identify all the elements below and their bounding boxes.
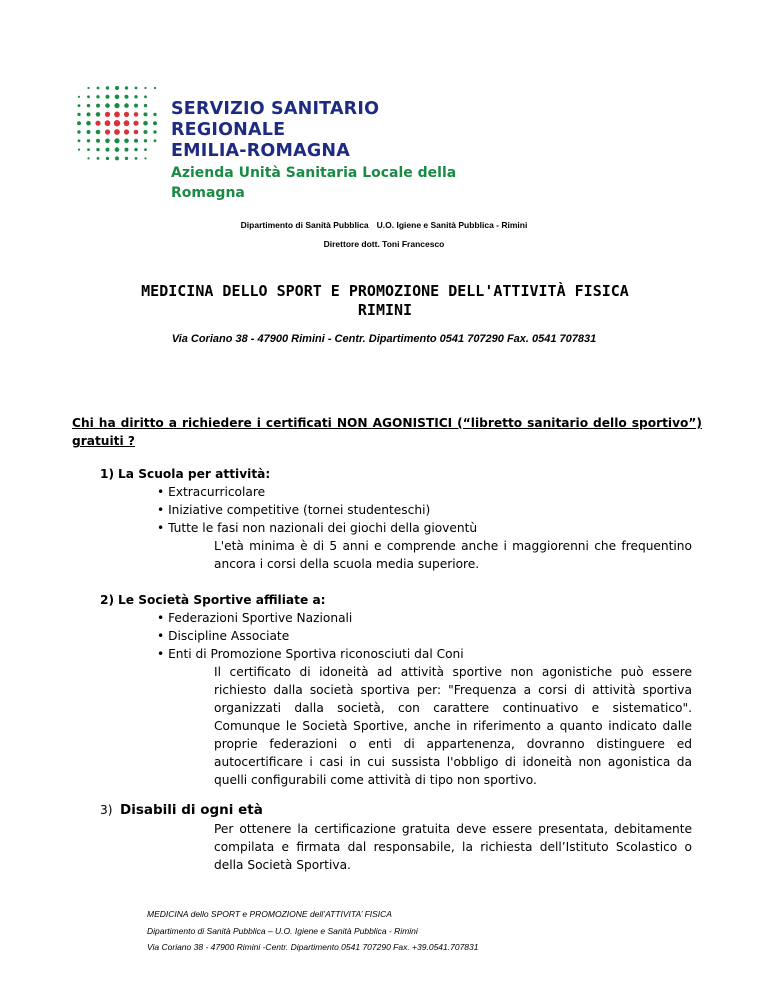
logo-dot [143, 121, 148, 126]
logo-dot [135, 157, 138, 160]
logo-dot [87, 112, 91, 116]
logo-dot [115, 86, 119, 90]
logo-dot [87, 139, 90, 142]
logo-dot [97, 157, 100, 160]
bullet-item: • Iniziative competitive (tornei studenteschi) [157, 503, 431, 517]
logo-dot [114, 138, 119, 143]
logo-dot [106, 86, 109, 89]
logo-dot [135, 87, 138, 90]
section-2-bullets [157, 609, 464, 663]
logo-dot [154, 87, 156, 89]
section-3-heading: Disabili di ogni età [120, 802, 263, 818]
logo-dot [106, 157, 109, 160]
logo-dot [144, 87, 146, 89]
bullet-item: • Discipline Associate [157, 629, 290, 643]
bullet-item: • Enti di Promozione Sportiva riconosciuti dal Coni [157, 647, 464, 661]
logo-dot [87, 95, 90, 98]
logo-dot [87, 130, 91, 134]
logo-dot [125, 95, 129, 99]
question-heading: Chi ha diritto a richiedere i certificati NON AGONISTICI (“libretto sanitario dello sportivo”) gratuiti ? [72, 416, 702, 448]
logo-dot [106, 148, 110, 152]
bullet-item: • Tutte le fasi non nazionali dei giochi della gioventù [157, 521, 478, 535]
logo-dot [124, 139, 129, 144]
logo-dot [96, 95, 99, 98]
logo-dot [144, 139, 147, 142]
logo-dot [144, 95, 147, 98]
section-3-title [100, 801, 263, 819]
footer-line2: Dipartimento di Sanità Pubblica – U.O. Igiene e Sanità Pubblica - Rimini [147, 925, 418, 936]
bullet-item: • Federazioni Sportive Nazionali [157, 611, 353, 625]
logo-dot [124, 120, 130, 126]
logo-line1: SERVIZIO SANITARIO REGIONALE [171, 99, 380, 140]
logo-dot [124, 129, 129, 134]
logo-dot [144, 104, 147, 107]
logo-dot [134, 139, 138, 143]
logo-dot [105, 120, 111, 126]
logo-dot [115, 147, 120, 152]
logo-dot [87, 104, 90, 107]
department-line [0, 220, 768, 230]
logo-dot [134, 104, 138, 108]
logo-dot [77, 130, 80, 133]
logo-dot [125, 157, 128, 160]
section-1-title [100, 465, 270, 483]
logo-dot [87, 87, 89, 89]
logo-dot [105, 139, 110, 144]
logo-dot [125, 148, 129, 152]
section-2-title [100, 591, 326, 609]
section-3-number: 3) [100, 803, 113, 817]
logo-dot [153, 130, 156, 133]
logo-text [171, 99, 484, 203]
section-3-text: Per ottenere la certificazione gratuita deve essere presentata, debitamente compilata e firmata dal responsabile, la richiesta dell’Istituto Scolastico o della Società Sportiva. [214, 822, 692, 872]
logo-dot [95, 121, 100, 126]
logo-dot [78, 139, 81, 142]
footer-line1: MEDICINA dello SPORT e PROMOZIONE dell’ATTIVITA’ FISICA [147, 909, 392, 919]
logo-dot [114, 120, 120, 126]
logo-dot [153, 113, 156, 116]
title-line1: MEDICINA DELLO SPORT E PROMOZIONE DELL'ATTIVITÀ FISICA [141, 282, 629, 300]
logo-dot [144, 157, 146, 159]
page-title [60, 282, 710, 320]
department-name: Dipartimento di Sanità Pubblica [240, 220, 369, 230]
logo-dot [124, 103, 129, 108]
logo-dot [144, 112, 148, 116]
logo-dot [134, 95, 137, 98]
logo-dot [105, 129, 110, 134]
section-2-heading: Le Società Sportive affiliate a: [118, 593, 326, 607]
logo-dot [144, 130, 148, 134]
logo-dot [96, 112, 101, 117]
logo-line2: EMILIA-ROMAGNA [171, 141, 351, 161]
logo-dot [114, 129, 120, 135]
logo-dot [87, 157, 89, 159]
logo-line3: Azienda Unità Sanitaria Locale della Romagna [171, 165, 457, 201]
unit-name: U.O. Igiene e Sanità Pubblica - Rimini [376, 220, 528, 230]
logo-dot [134, 112, 139, 117]
logo-dot [77, 113, 80, 116]
logo-dot [144, 148, 147, 151]
section-1-heading: La Scuola per attività: [118, 467, 271, 481]
logo-dot [106, 95, 110, 99]
title-line2: RIMINI [357, 301, 413, 319]
logo-dot [124, 112, 129, 117]
footer-line3: Via Coriano 38 - 47900 Rimini -Centr. Dipartimento 0541 707290 Fax. +39.0541.707831 [147, 942, 479, 952]
logo-dot [134, 148, 137, 151]
logo-dot [154, 139, 157, 142]
bullet-item: • Extracurricolare [157, 485, 266, 499]
footer [147, 906, 478, 956]
logo-dot [115, 95, 120, 100]
logo-dot [86, 121, 91, 126]
section-2-number: 2) [100, 593, 115, 607]
logo-dot [78, 104, 81, 107]
logo-dot [77, 121, 81, 125]
logo-dot [105, 103, 110, 108]
director-line: Direttore dott. Toni Francesco [323, 239, 445, 249]
logo-dot [96, 104, 100, 108]
logo-dot [96, 130, 101, 135]
logo-dot [125, 86, 128, 89]
logo-dot [133, 121, 138, 126]
logo-dot [96, 139, 100, 143]
logo-dot [115, 156, 119, 160]
logo-dot-grid [74, 83, 160, 163]
logo-dot [153, 121, 157, 125]
logo-dot [105, 112, 110, 117]
logo-dot [134, 130, 139, 135]
logo-dot [87, 148, 90, 151]
logo-dot [114, 112, 120, 118]
address-line: Via Coriano 38 - 47900 Rimini - Centr. Dipartimento 0541 707290 Fax. 0541 707831 [171, 333, 597, 345]
logo-dot [78, 96, 80, 98]
section-1-text: L'età minima è di 5 anni e comprende anche i maggiorenni che frequentino ancora i corsi della scuola media superiore. [214, 539, 692, 571]
section-1-bullets [157, 483, 477, 537]
logo-dot [78, 149, 80, 151]
logo-dot [114, 103, 119, 108]
logo-dot [97, 87, 100, 90]
logo [74, 83, 484, 201]
section-2-text: Il certificato di idoneità ad attività sportive non agonistiche può essere richiesto dalla società sportiva per: "Frequenza a corsi di attività sportiva organizzati dalla società, con carattere continuativo e sistematico". Comunque le Società Sportive, anche in riferimento a quanto indicato dalle proprie federazioni o enti di appartenenza, dovranno distinguere ed autocertificare i casi in cui sussista l'obbligo di idoneità non agonistica da quelli configurabili come attività di tipo non sportivo. [214, 665, 692, 787]
section-1-number: 1) [100, 467, 115, 481]
logo-dot [96, 148, 99, 151]
